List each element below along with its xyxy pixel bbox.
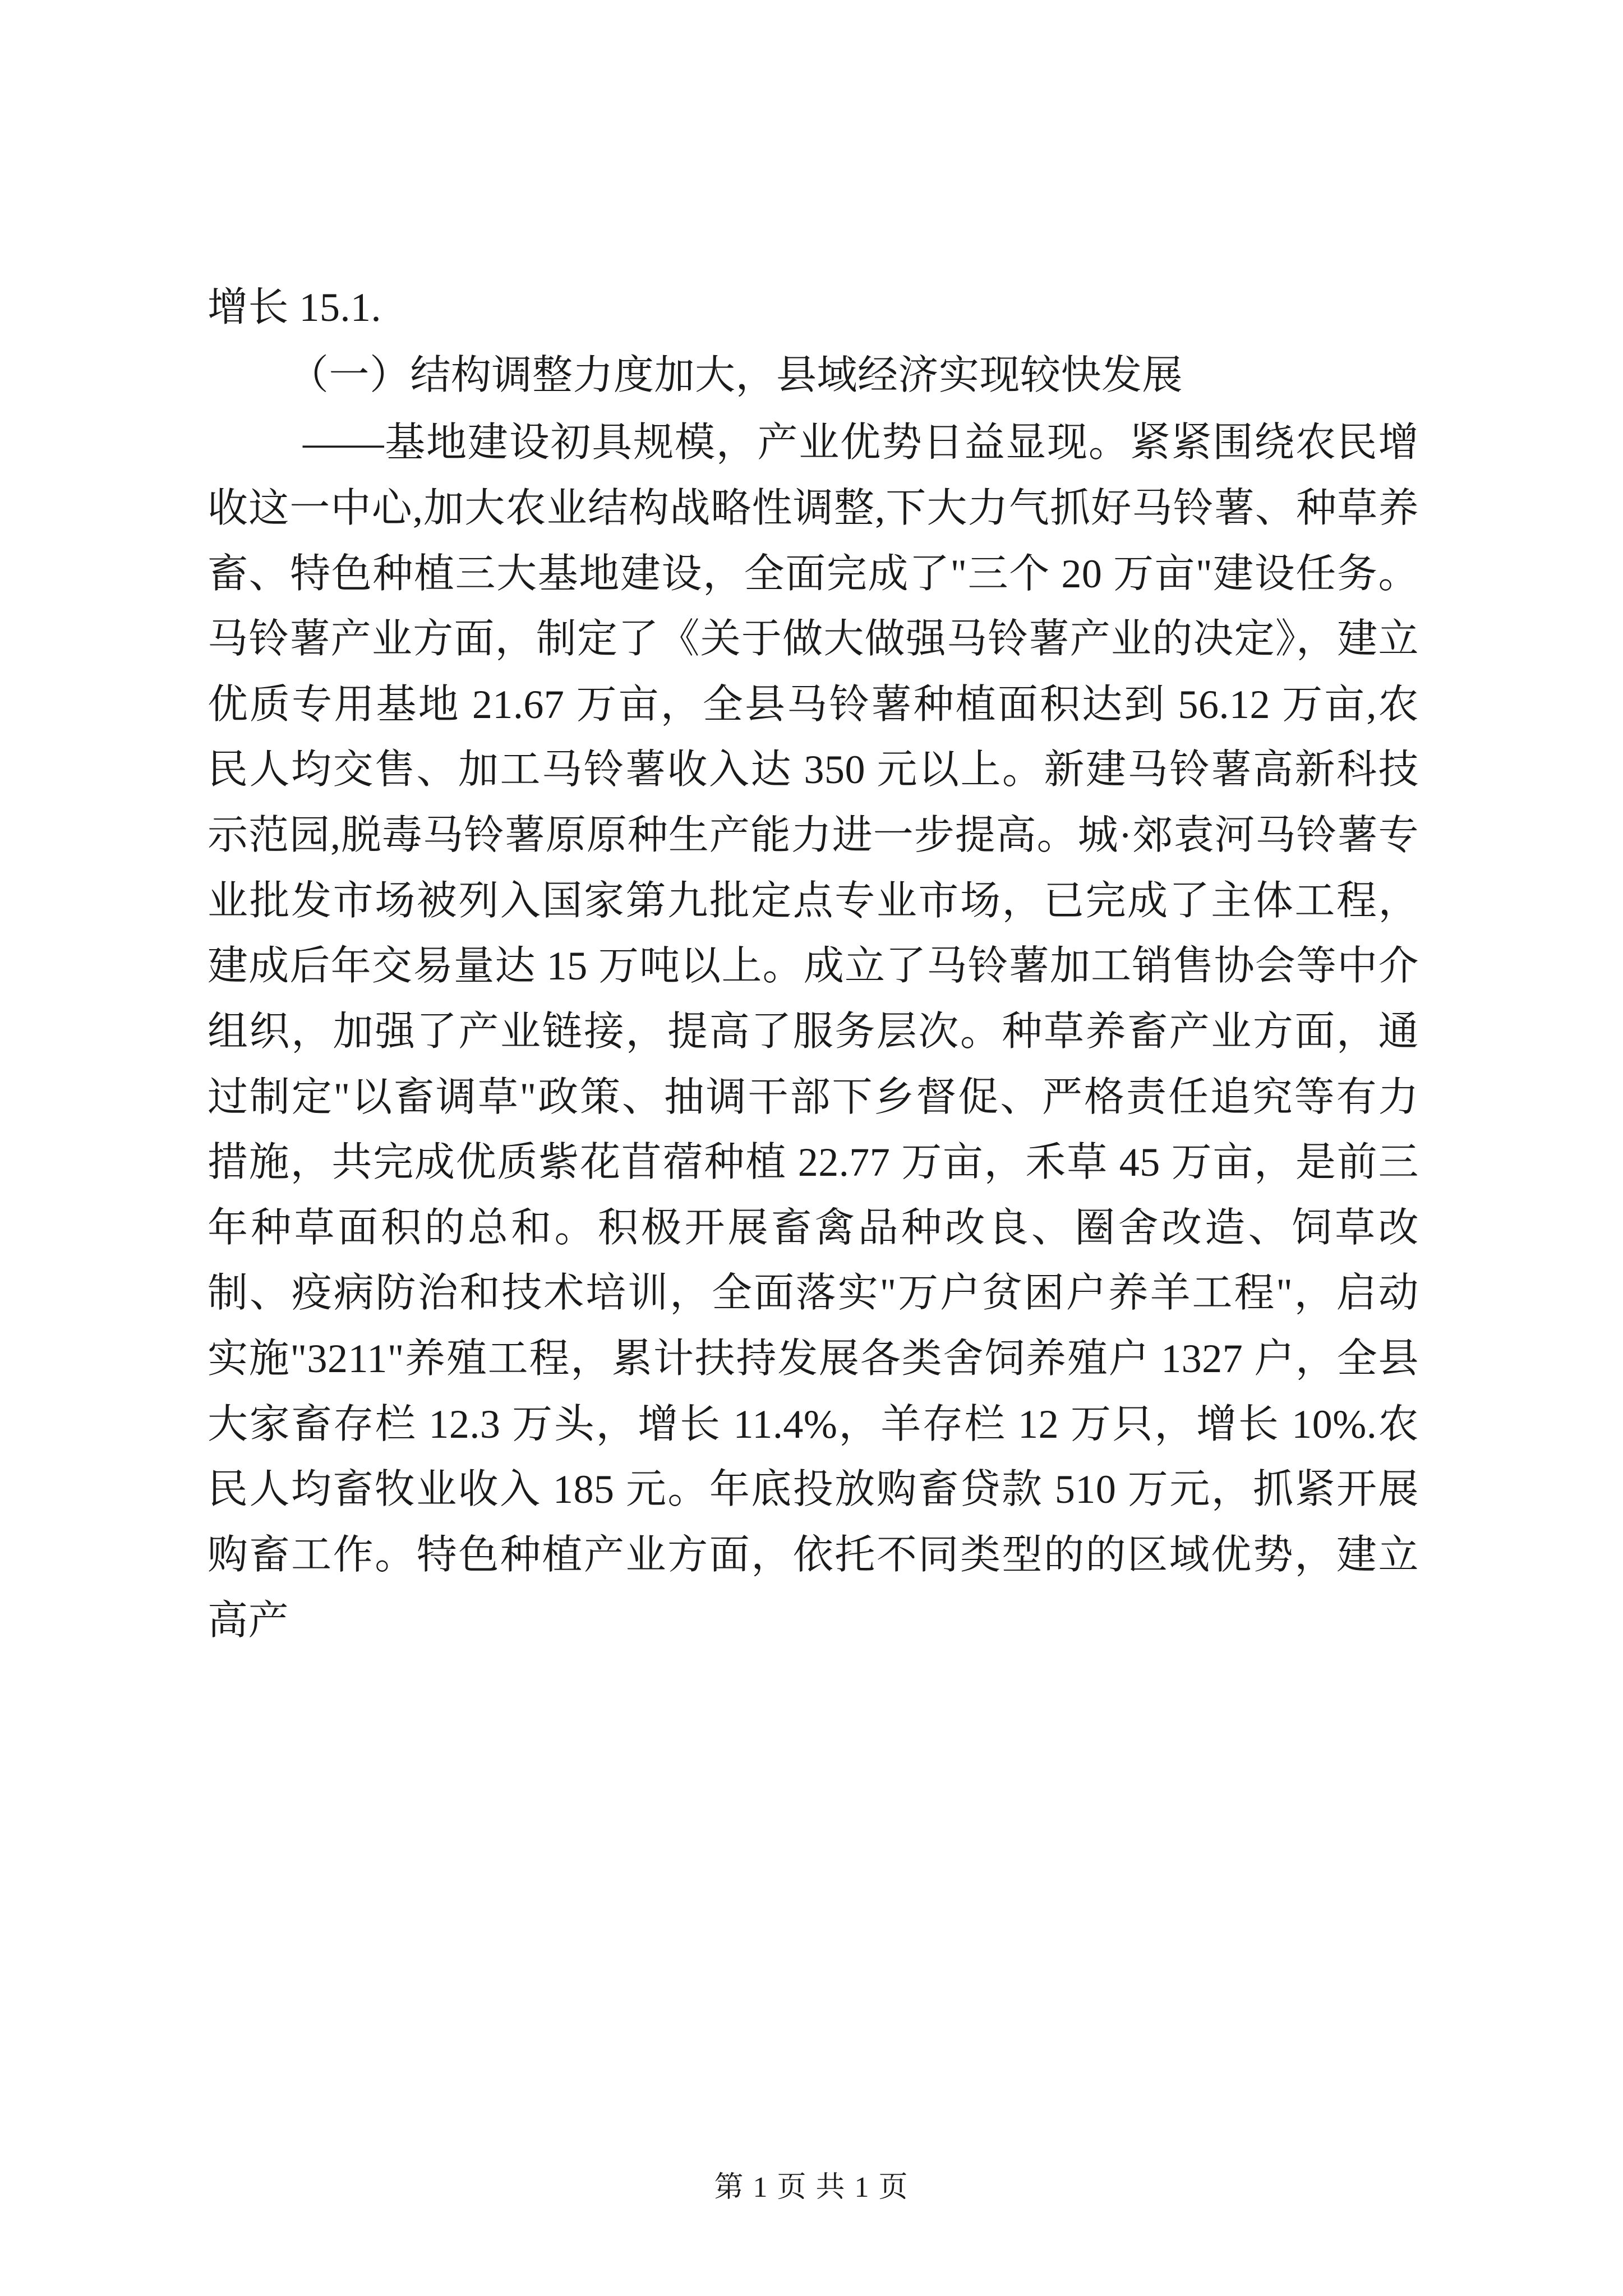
- paragraph-base-construction: ——基地建设初具规模，产业优势日益显现。紧紧围绕农民增收这一中心,加大农业结构战略性调整,下大力气抓好马铃薯、种草养畜、特色种植三大基地建设，全面完成了"三个 20 万亩"建设任务。马铃薯产业方面，制定了《关于做大做强马铃薯产业的决定》，建立优质专用基地 21.67 万亩，全县马铃薯种植面积达到 56.12 万亩,农民人均交售、加工马铃薯收入达 350 元以上。新建马铃薯高新科技示范园,脱毒马铃薯原原种生产能力进一步提高。城·郊袁河马铃薯专业批发市场被列入国家第九批定点专业市场，已完成了主体工程，建成后年交易量达 15 万吨以上。成立了马铃薯加工销售协会等中介组织，加强了产业链接，提高了服务层次。种草养畜产业方面，通过制定"以畜调草"政策、抽调干部下乡督促、严格责任追究等有力措施，共完成优质紫花苜蓿种植 22.77 万亩，禾草 45 万亩，是前三年种草面积的总和。积极开展畜禽品种改良、圈舍改造、饲草改制、疫病防治和技术培训，全面落实"万户贫困户养羊工程"，启动实施"3211"养殖工程，累计扶持发展各类舍饲养殖户 1327 户，全县大家畜存栏 12.3 万头，增长 11.4%，羊存栏 12 万只，增长 10%.农民人均畜牧业收入 185 元。年底投放购畜贷款 510 万元，抓紧开展购畜工作。特色种植产业方面，依托不同类型的的区域优势，建立高产: [208, 420, 1419, 1643]
- paragraph-growth: 增长 15.1.: [208, 285, 382, 330]
- section-heading: （一）结构调整力度加大，县域经济实现较快发展: [288, 352, 1183, 398]
- page-footer: 第 1 页 共 1 页: [714, 2171, 909, 2203]
- document-body: [208, 275, 1419, 1655]
